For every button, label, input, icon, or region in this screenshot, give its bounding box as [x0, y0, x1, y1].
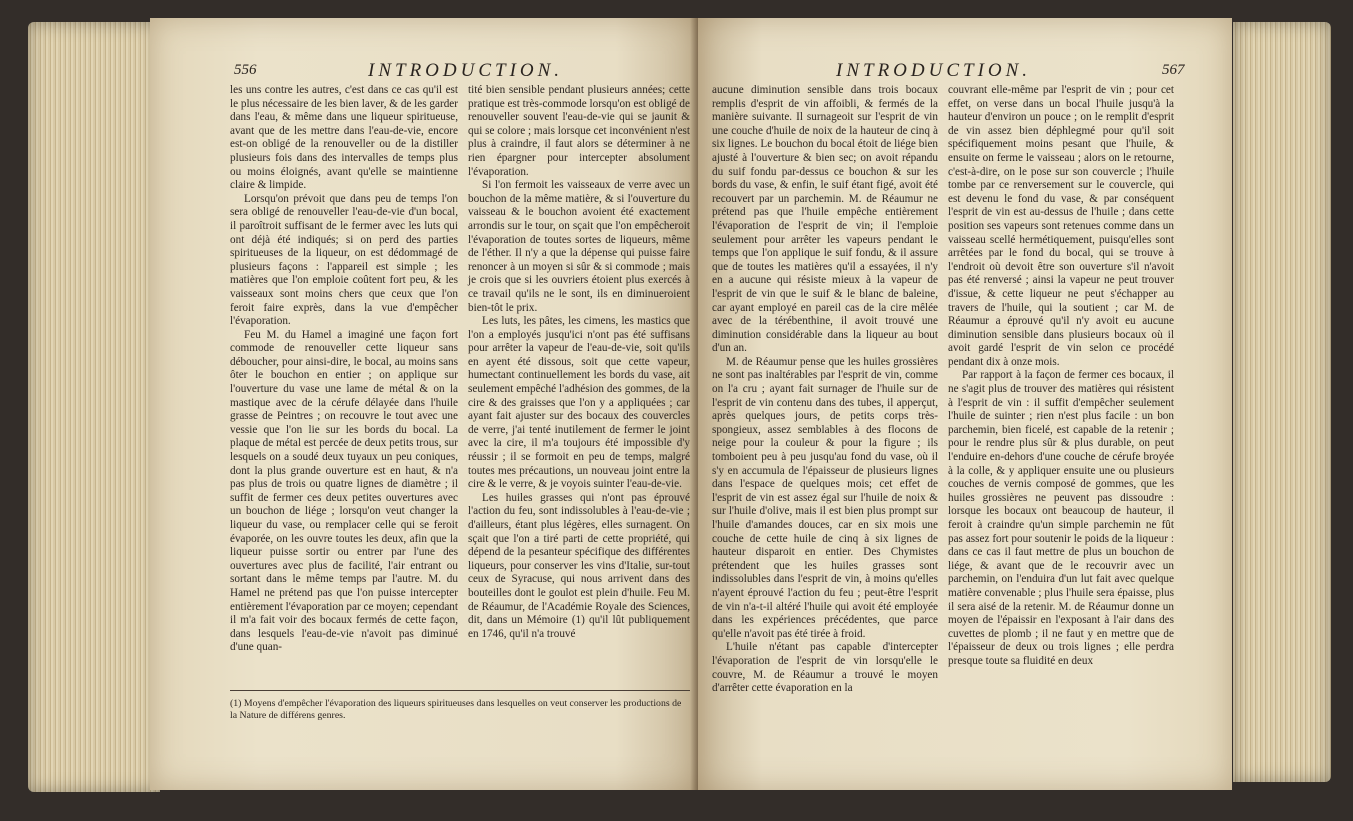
running-head-left: INTRODUCTION.	[368, 60, 564, 81]
running-head-right: INTRODUCTION.	[836, 60, 1032, 81]
paragraph: les uns contre les autres, c'est dans ce cas qu'il est le plus nécessaire de les bien laver, & de les garder dans l'eau, & même dans une liqueur spiritueuse, avant que de les mettre dans l'eau-de-vie, encore est-on obligé de la renouveller ou de la distiller plusieurs fois dans des intervalles de temps plus ou moins éloignés, avant qu'elle se maintienne claire & limpide.	[230, 84, 458, 192]
paragraph: Feu M. du Hamel a imaginé une façon fort commode de renouveller cette liqueur sans déboucher, pour ainsi-dire, le bocal, au moins sans ôter le bouchon en entier ; on applique sur l'ouverture du vase une lame de métal & on la mastique avec de la cérufe délayée dans l'huile grasse de Peintres ; on recouvre le tout avec une vessie que l'on lie sur les bords du bocal. La plaque de métal est percée de deux petits trous, sur lesquels on a soudé deux tuyaux un peu coniques, dont la plus grande ouverture est en haut, & n'a pas plus de trois ou quatre lignes de diamètre ; il suffit de fermer ces deux petites ouvertures avec un bouchon de liége ; lorsqu'on veut changer la liqueur du vase, ou remplacer celle qui se feroit évaporée, on les ouvre toutes les deux, afin que la liqueur puisse sortir ou entrer par l'une des ouvertures avec plus de facilité, l'air entrant ou sortant dans le même temps par l'autre. M. du Hamel ne prétend pas que l'on puisse intercepter entièrement l'évaporation par ce moyen; cependant il m'a fait voir des bocaux fermés de cette façon, dans lesquels l'eau-de-vie n'avoit pas diminué d'une quan-	[230, 328, 458, 654]
right-page-edges	[1233, 22, 1331, 782]
right-page-column-2	[948, 84, 1174, 669]
paragraph: M. de Réaumur pense que les huiles grossières ne sont pas inaltérables par l'esprit de vin, comme on l'a cru ; ayant fait surnager de l'huile sur de l'esprit de vin contenu dans des tubes, il apperçut, après quelques jours, de petits corps très-spongieux, assez semblables à des flocons de neige pour la couleur & pour la figure ; ils tomboient peu à peu jusqu'au fond du vase, où il s'y en accumula de l'épaisseur de plusieurs lignes dans l'espace de quelques mois; cet effet de l'esprit de vin est assez égal sur l'huile de noix & sur l'huile d'olive, mais il est bien plus prompt sur l'huile d'amandes douces, car en six mois une couche de cette huile de cinq à six lignes de hauteur disparoit en entier. Des Chymistes prétendent que les huiles grasses sont indissolubles dans l'esprit de vin, à moins qu'elles n'ayent éprouvé l'action du feu ; peut-être l'esprit de vin n'a-t-il altéré l'huile qui avoit été employée dans les expériences précédentes, que parce qu'elle n'avoit pas été tirée à froid.	[712, 355, 938, 640]
paragraph: Lorsqu'on prévoit que dans peu de temps l'on sera obligé de renouveller l'eau-de-vie d'un bocal, il paroîtroit suffisant de le fermer avec les luts qui ont déjà été indiqués; si on perd des parties spiritueuses de la liqueur, on est dédommagé de plusieurs façons : l'appareil est simple ; les matières que l'on emploie coûtent fort peu, & les vaisseaux sont moins chers que ceux que l'on feroit faire exprès, dans la vue d'empêcher l'évaporation.	[230, 192, 458, 328]
paragraph: Si l'on fermoit les vaisseaux de verre avec un bouchon de la même matière, & si l'ouverture du vaisseau & le bouchon avoient été exactement arrondis sur le tour, on sçait que l'on empêcheroit l'évaporation de toutes sortes de liqueurs, même de l'éther. Il n'y a que la dépense qui puisse faire renoncer à un moyen si sûr & si commode ; mais je crois que si les ouvriers étoient plus exercés à ce travail qu'ils ne le sont, ils en diminueroient bien-tôt le prix.	[468, 179, 690, 314]
paragraph: couvrant elle-même par l'esprit de vin ; pour cet effet, on verse dans un bocal l'huile jusqu'à la hauteur d'environ un pouce ; on le remplit d'esprit de vin assez bien déphlegmé pour qu'il soit spécifiquement moins pesant que l'huile, & ensuite on ferme le vaisseau ; alors on le retourne, c'est-à-dire, on le pose sur son couvercle ; l'huile tombe par ce renversement sur le couvercle, qui est devenu le fond du vase, & par conséquent l'esprit de vin est au-dessus de l'huile ; dans cette position ses vapeurs sont retenues comme dans un vaisseau scellé hermétiquement, puisqu'elles sont arrêtées par le fond du bocal, qui se trouve à l'endroit où devoit être son ouverture s'il n'avoit pas été renversé ; ainsi la vapeur ne peut trouver d'issue, & cette liqueur ne peut s'échapper au travers de l'huile, qui la soutient ; car M. de Réaumur a éprouvé qu'il n'y avoit eu aucune diminution sensible dans plusieurs bocaux où il avoit gardé l'esprit de vin selon ce procédé pendant dix à onze mois.	[948, 84, 1174, 368]
paragraph: Par rapport à la façon de fermer ces bocaux, il ne s'agit plus de trouver des matières qui résistent à l'esprit de vin : il suffit d'empêcher seulement l'huile de suinter ; rien n'est plus facile : un bon parchemin, bien ficelé, est capable de la retenir ; pour le rendre plus sûr & plus durable, on peut l'enduire en-dehors d'une couche de cérufe broyée à la colle, & y appliquer ensuite une ou plusieurs couches de vernis composé de gommes, que les huiles grossières ne peuvent pas dissoudre : lorsque les bocaux ont beaucoup de hauteur, il feroit à craindre qu'un simple parchemin ne fût pas assez fort pour soutenir le poids de la liqueur : dans ce cas il faut mettre de plus un bouchon de liége, & avant que de le recouvrir avec un parchemin, on l'enduira d'un lut fait avec quelque matière convenable ; plus l'huile sera épaisse, plus il sera aisé de la retenir. M. de Réaumur donne un moyen de l'épaissir en l'exposant à l'air dans des cuvettes de plomb ; il ne faut y en mettre que de l'épaisseur de deux ou trois lignes ; elle perdra presque toute sa fluidité en deux	[948, 369, 1174, 667]
paragraph: tité bien sensible pendant plusieurs années; cette pratique est très-commode lorsqu'on est obligé de renouveller souvent l'eau-de-vie qui se jaunit & qui se colore ; mais lorsque cet inconvénient n'est plus à craindre, il faut alors se déterminer à ne rien épargner pour intercepter absolument l'évaporation.	[468, 84, 690, 178]
left-page-column-2	[468, 84, 690, 641]
paragraph: Les luts, les pâtes, les cimens, les mastics que l'on a employés jusqu'ici n'ont pas été suffisans pour arrêter la vapeur de l'eau-de-vie, soit qu'ils en ayent été dissous, soit que cette vapeur, humectant continuellement les bords du vase, ait seulement empêché l'adhésion des gommes, de la cire & des graisses que l'on y a appliquées ; car ayant fait ajuster sur des bocaux des couvercles de verre, j'ai tenté inutilement de fermer le joint avec la cire, il m'a toujours été impossible d'y réussir ; il se formoit en peu de temps, malgré toutes mes précautions, un nouveau joint entre la cire & le verre, & je voyois suinter l'eau-de-vie.	[468, 315, 690, 491]
paragraph: Les huiles grasses qui n'ont pas éprouvé l'action du feu, sont indissolubles à l'eau-de-vie ; d'ailleurs, étant plus légères, elles surnagent. On sçait que l'on a tiré parti de cette propriété, qui dépend de la pesanteur spécifique des différentes liqueurs, pour conserver les vins d'Italie, sur-tout ceux de Syracuse, qui nous arrivent dans des bouteilles dont le goulot est plein d'huile. Feu M. de Réaumur, de l'Académie Royale des Sciences, dit, dans un Mémoire (1) qu'il lût publiquement en 1746, qu'il n'a trouvé	[468, 491, 690, 640]
right-page-column-1	[712, 84, 938, 696]
left-page-edges	[28, 22, 160, 792]
right-page	[698, 18, 1232, 790]
paragraph: aucune diminution sensible dans trois bocaux remplis d'esprit de vin affoibli, & fermés de la manière suivante. Il surnageoit sur l'esprit de vin une couche d'huile de noix de la hauteur de cinq à six lignes. Le bouchon du bocal étoit de liége bien ajusté à l'ouverture & bien sec; on avoit répandu du suif fondu par-dessus ce bouchon & sur les bords du vase, & enfin, le suif étant figé, avoit été recouvert par un parchemin. M. de Réaumur ne prétend pas que l'huile empêche entièrement l'évaporation de l'esprit de vin; il l'emploie seulement pour arrêter les vapeurs pendant le temps que l'on applique le suif fondu, & il assure que de toutes les matières qu'il a essayées, il n'y en a aucune qui résiste mieux à la vapeur de l'esprit de vin que le suif & le blanc de baleine, car ayant employé en pareil cas de la cire mêlée avec de la térébenthine, il avoit trouvé une diminution considérable dans la liqueur au bout d'un an.	[712, 84, 938, 355]
left-page-column-1	[230, 84, 458, 655]
page-number-left: 556	[234, 62, 257, 78]
page-number-right: 567	[1162, 62, 1185, 78]
footnote-rule	[230, 690, 690, 691]
paragraph: L'huile n'étant pas capable d'intercepter l'évaporation de l'esprit de vin lorsqu'elle le couvre, M. de Réaumur a trouvé le moyen d'arrêter cette évaporation en la	[712, 641, 938, 695]
footnote: (1) Moyens d'empêcher l'évaporation des liqueurs spiritueuses dans lesquelles on veut conserver les productions de la Nature de différens genres.	[230, 698, 682, 721]
left-page	[150, 18, 698, 790]
